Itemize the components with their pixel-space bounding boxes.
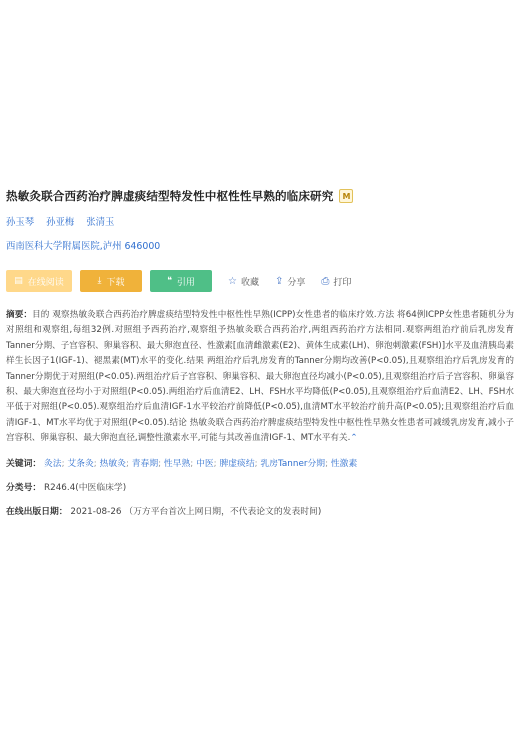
star-icon: ☆: [228, 275, 237, 287]
book-icon: ▤: [14, 276, 23, 286]
action-bar: [6, 270, 514, 292]
publish-date-value: 2021-08-26 （万方平台首次上网日期，不代表论文的发表时间): [70, 506, 322, 517]
article-title: 热敏灸联合西药治疗脾虚痰结型特发性中枢性性早熟的临床研究: [6, 189, 334, 203]
online-read-label: 在线阅读: [27, 277, 64, 288]
share-button[interactable]: [275, 275, 305, 288]
print-label: 打印: [333, 277, 352, 288]
cite-label: 引用: [176, 277, 195, 288]
abstract-text: 目的 观察热敏灸联合西药治疗脾虚痰结型特发性中枢性性早熟(ICPP)女性患者的临床疗效.方法 将64例ICPP女性患者随机分为对照组和观察组,每组32例.对照组予西药治疗,观察组予热敏灸联合西药治疗,两组西药治疗方法相同.观察两组治疗前后乳房发育Tanner分期、子宫容积、卵巢容积、最大卵泡直径、性激素[血清雌激素(E2)、黄体生成素(LH)、卵泡刺激素(FSH)]水平及血清胰岛素样生长因子1(IGF-1)、褪黑素(MT)水平的变化.结果 两组治疗后乳房发育的Tanner分期均改善(P<0.05),且观察组治疗后乳房发育的Tanner分期优于对照组(P<0.05).两组治疗后子宫容积、卵巢容积、最大卵泡直径均减小(P<0.05),且观察组治疗后子宫容积、卵巢容积、最大卵泡直径均小于对照组(P<0.05).两组治疗后血清E2、LH、FSH水平均降低(P<0.05),且观察组治疗后血清E2、LH、FSH水平低于对照组(P<0.05).观察组治疗后血清IGF-1水平较治疗前降低(P<0.05),血清MT水平较治疗前升高(P<0.05);且观察组治疗后血清IGF-1、MT水平均优于对照组(P<0.05).结论 热敏灸联合西药治疗脾虚痰结型特发性中枢性性早熟女性患者可减缓乳房发育,减小子宫容积、卵巢容积、最大卵泡直径,调整性激素水平,可能与其改善血清IGF-1、MT水平有关.: [6, 310, 514, 444]
cite-button[interactable]: [150, 270, 212, 292]
share-label: 分享: [287, 277, 306, 288]
keyword-link[interactable]: 性激素: [330, 458, 358, 469]
abstract: [6, 308, 514, 447]
keyword-link[interactable]: 脾虚痰结: [219, 458, 255, 469]
online-read-button[interactable]: [6, 270, 72, 292]
classification-row: [6, 481, 514, 496]
keyword-link[interactable]: 中医: [196, 458, 214, 469]
author-link[interactable]: 张清玉: [86, 217, 115, 228]
keyword-link[interactable]: 灸法: [44, 458, 62, 469]
print-button[interactable]: [321, 275, 351, 288]
keywords-label: 关键词：: [6, 458, 42, 469]
keyword-link[interactable]: 乳房Tanner分期: [260, 458, 326, 469]
classification-value: R246.4(中医临床学): [44, 482, 127, 493]
share-icon: ⇪: [274, 275, 284, 287]
collapse-icon[interactable]: ⌃: [350, 433, 358, 444]
printer-icon: ⎙: [321, 275, 330, 287]
title-row: [6, 188, 514, 204]
download-icon: ⤓: [97, 276, 102, 286]
m-badge-icon[interactable]: M: [339, 189, 353, 203]
classification-label: 分类号：: [6, 482, 42, 493]
download-label: 下载: [106, 277, 125, 288]
article-detail: [6, 188, 514, 520]
download-button[interactable]: [80, 270, 142, 292]
publish-date-row: [6, 505, 514, 520]
author-list: [6, 214, 514, 228]
keyword-link[interactable]: 热敏灸: [99, 458, 126, 469]
abstract-label: 摘要：: [6, 310, 33, 320]
organization-link[interactable]: 西南医科大学附属医院,泸州 646000: [6, 241, 161, 252]
keyword-link[interactable]: 艾条灸: [67, 458, 94, 469]
keywords-row: 关键词： 灸法; 艾条灸; 热敏灸; 青春期; 性早熟; 中医; 脾虚痰结; 乳房Tanner分期; 性激素: [6, 458, 358, 469]
publish-date-label: 在线出版日期：: [6, 506, 68, 517]
author-link[interactable]: 孙亚梅: [46, 217, 75, 228]
author-link[interactable]: 孙玉琴: [6, 217, 35, 228]
keyword-link[interactable]: 青春期: [131, 458, 159, 469]
favorite-label: 收藏: [240, 277, 259, 288]
keyword-link[interactable]: 性早熟: [163, 458, 191, 469]
favorite-button[interactable]: [228, 275, 259, 288]
quote-icon: ❝: [167, 276, 172, 286]
